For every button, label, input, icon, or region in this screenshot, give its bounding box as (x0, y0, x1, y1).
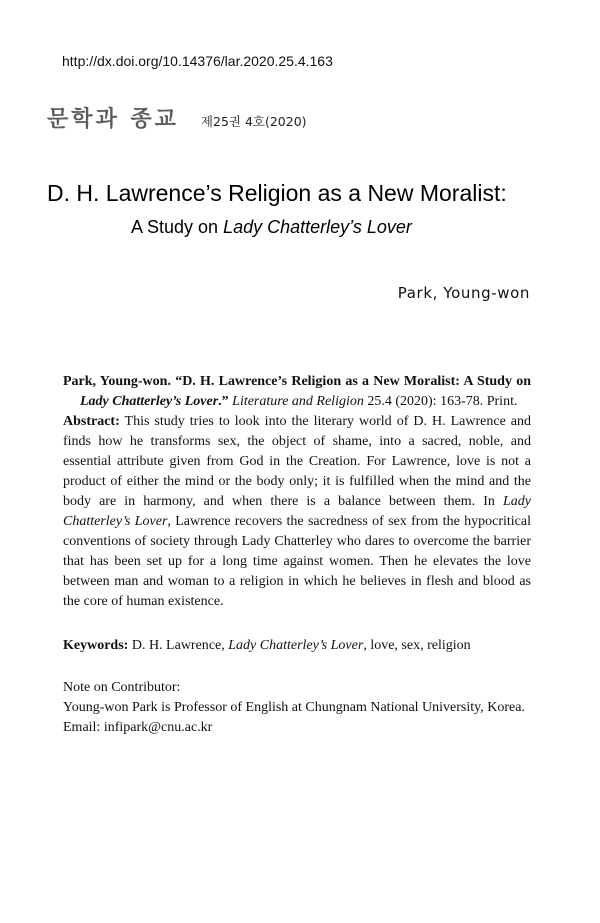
subtitle-prefix: A Study on (131, 217, 219, 237)
citation-work: Lady Chatterley’s Lover (80, 394, 219, 409)
contributor-bio: Young-won Park is Professor of English at Chungnam National University, Korea. (63, 700, 525, 715)
contributor-note (63, 678, 531, 738)
abstract-work: Lady Chatterley’s Lover (63, 494, 532, 529)
article-subtitle (131, 217, 412, 238)
contributor-heading: Note on Contributor: (63, 680, 181, 695)
keywords-rest: , love, sex, religion (363, 638, 471, 653)
citation-close: .” (218, 394, 229, 409)
citation-lead: Park, Young-won. “D. H. Lawrence’s Religion as a New Moralist: A Study on (63, 374, 531, 389)
contributor-email[interactable]: Email: infipark@cnu.ac.kr (63, 720, 213, 735)
journal-name: 문학과 종교 (47, 107, 179, 132)
abstract-part2: , Lawrence recovers the sacredness of sex from the hypocritical conventions of society through Lady Chatterley who dares to overcome the barrier that has been set up for a long time against women. Then he elevates the love between man and woman to a religion in which he believes in flesh and blood as the core of human existence. (63, 514, 531, 609)
keywords (63, 636, 531, 656)
subtitle-work: Lady Chatterley’s Lover (223, 217, 412, 237)
doi-link[interactable]: http://dx.doi.org/10.14376/lar.2020.25.4.163 (62, 53, 333, 69)
citation (63, 372, 531, 412)
keywords-label: Keywords: (63, 638, 129, 653)
abstract-label: Abstract: (63, 414, 120, 429)
keyword-first: D. H. Lawrence, (131, 638, 225, 653)
citation-details: 25.4 (2020): 163-78. Print. (367, 394, 518, 409)
article-body (63, 372, 531, 738)
keyword-work: Lady Chatterley’s Lover (228, 638, 364, 653)
abstract-part1: This study tries to look into the literary world of D. H. Lawrence and finds how he transforms sex, the object of shame, into a sacred, noble, and essential attribute given from God in the Creation. For Lawrence, love is not a product of either the mind or the body only; it is fulfilled when the mind and the body are in harmony, and when there is a balance between them. In (63, 414, 531, 509)
abstract (63, 412, 531, 612)
article-author: Park, Young-won (397, 284, 530, 302)
journal-header (47, 102, 307, 132)
article-title: D. H. Lawrence’s Religion as a New Moralist: (47, 180, 507, 206)
journal-issue: 제25권 4호(2020) (200, 114, 307, 129)
citation-journal: Literature and Religion (232, 394, 364, 409)
